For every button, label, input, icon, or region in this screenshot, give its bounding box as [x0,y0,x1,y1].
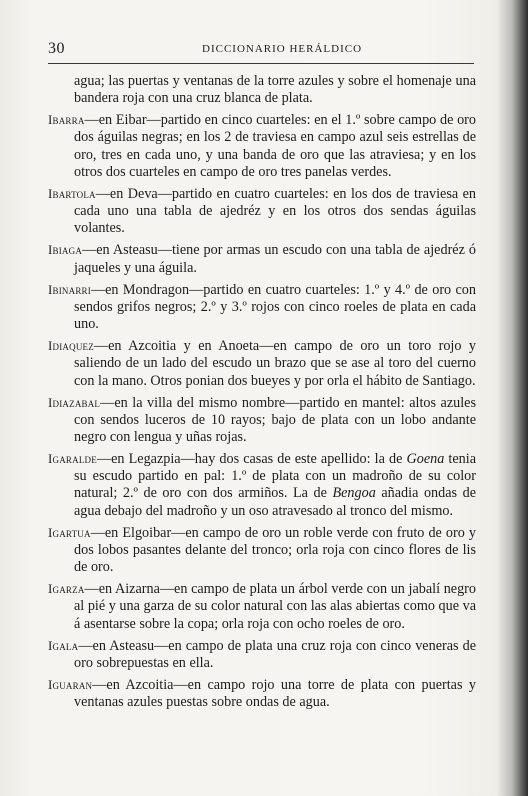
entry-text: —hay dos casas de este apellido: la de [180,451,407,468]
entry-surname: Iguaran [48,677,93,692]
entry-igartua [48,524,476,576]
entry-surname: Ibiaga [48,242,83,258]
entry-surname: Ibarra [48,112,85,128]
entry-place-name: Goena [406,451,445,468]
entry-surname: Igala [48,637,79,653]
entry-ibarra [48,111,476,181]
entry-surname: Igartua [48,524,91,540]
entry-text: —en Elgoibar—en campo de oro un roble verde con fruto de oro y dos lobos pasantes delante del tronco; orla roja con cinco flores de lis de oro. [74,524,476,576]
entry-ibiaga [48,241,476,276]
header-rule [48,63,474,64]
entry-ibinarri [48,281,476,333]
entry-text: agua; las puertas y ventanas de la torre azules y sobre el homenaje una bandera roja con una cruz blanca de plata. [74,73,476,107]
entry-igaralde [48,450,476,520]
entry-text: —en Azcoitia—en campo rojo una torre de plata con puertas y ventanas azules puestas sobre ondas de agua. [74,677,476,711]
entry-igala [48,637,476,672]
entry-text: tenia su escudo partido en pal: 1.º de plata con un madroño de su color natural; 2.º de oro con dos armiños. La de [74,451,476,502]
entry-surname: Idiaquez [48,338,94,354]
entry-text: añadia ondas de agua debajo del madroño y un oso atravesado al tronco del mismo. [74,485,476,519]
entry-text: —en Eibar—partido en cinco cuarteles: en el 1.º sobre campo de oro dos águilas negras; en los 2 de traviesa en campo azul seis estrellas de oro, tres en cada uno, y una banda de oro que las atraviesa; y en los otros dos cuarteles en campo de oro tres panelas verdes. [74,112,476,180]
running-head: DICCIONARIO HERÁLDICO [202,43,363,55]
entry-text: —en Azcoitia y en Anoeta—en campo de oro un toro rojo y saliendo de un lado del escudo un brazo que se ase al toro del cuerno con la mano. Otros ponian dos bueyes y por orla el hábito de Santiago. [74,338,476,389]
entry-idiaquez [48,337,476,389]
entry-igarza [48,580,476,632]
page-header [48,40,472,60]
entry-surname: Idiazabal [48,394,101,410]
entry-idiazabal [48,394,476,446]
entry-place-name: Bengoa [332,485,376,502]
entry-iguaran [48,676,476,711]
entry-text: —en Aizarna—en campo de plata un árbol verde con un jabalí negro al pié y una garza de su color natural con las alas abiertas como que va á asentarse sobre la copa; orla roja con ocho roeles de oro. [74,581,476,632]
entry-surname: Ibinarri [48,281,91,297]
entry-surname: Ibartola [48,185,96,201]
entry-surname: Igaralde [48,451,97,467]
entry-text: —en Deva—partido en cuatro cuarteles: en los dos de traviesa en cada uno una tabla de ajedréz y en los otros dos sendas águilas volantes. [74,185,476,237]
dictionary-text [48,73,476,715]
page-number: 30 [48,40,65,57]
entry-text: —en la villa del mismo nombre—partido en mantel: altos azules con sendos luceros de 10 rayos; bajo de plata con un lobo andante negro con lengua y uñas rojas. [74,394,476,445]
entry-ibartola [48,185,476,237]
entry-text: —en Asteasu—tiene por armas un escudo con una tabla de ajedréz ó jaqueles y una águila. [74,242,476,276]
entry-text: —en Mondragon—partido en cuatro cuarteles: 1.º y 4.º de oro con sendos grifos negros; 2.º y 3.º rojos con cinco roeles de plata en cada uno. [74,281,476,333]
entry-location: —en Legazpia [96,451,181,468]
entry-text: —en Asteasu—en campo de plata una cruz roja con cinco veneras de oro sobrepuestas en ella. [74,637,476,671]
entry-continuation [48,73,476,107]
entry-surname: Igarza [48,581,85,597]
